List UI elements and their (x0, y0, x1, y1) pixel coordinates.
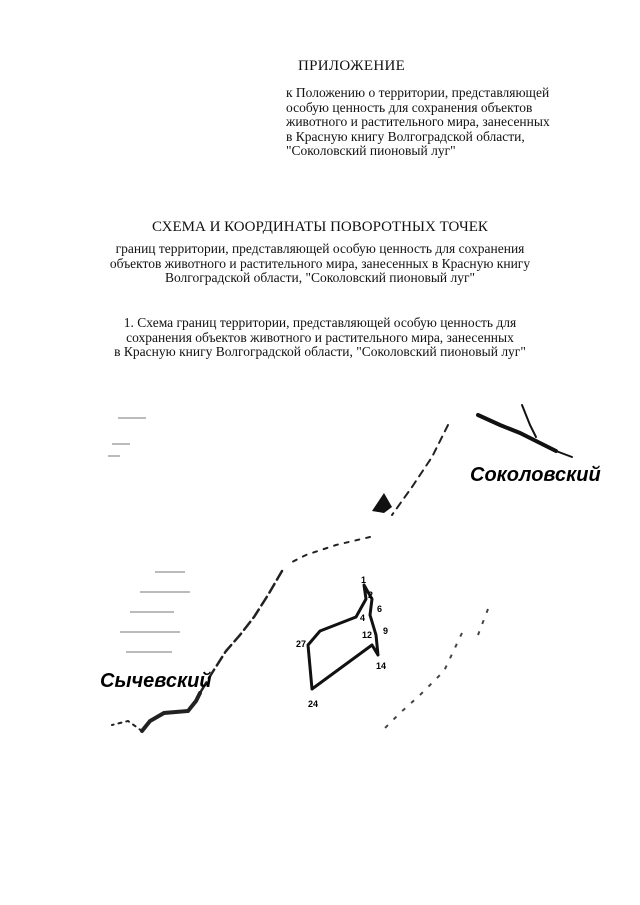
point-label: 1 (361, 575, 367, 585)
road-sokolovsky (478, 405, 572, 457)
scan-noise (108, 417, 190, 653)
appendix-text (286, 86, 586, 159)
scheme-subtitle-line: Волгоградской области, "Соколовский пионовый луг" (164, 270, 476, 285)
point-label: 24 (308, 699, 319, 709)
point-label: 12 (362, 630, 373, 640)
appendix-line: особую ценность для сохранения объектов (286, 99, 533, 115)
section-title-line: 1. Схема границ территории, представляющей особую ценность для (123, 315, 517, 330)
place-label-sokolovsky: Соколовский (470, 464, 601, 486)
appendix-line: в Красную книгу Волгоградской области, (286, 128, 525, 144)
section-title (0, 316, 640, 360)
point-label: 9 (383, 626, 389, 636)
section-title-line: в Красную книгу Волгоградской области, "Соколовский пионовый луг" (114, 344, 526, 359)
appendix-line: животного и растительного мира, занесенных (286, 114, 550, 129)
point-label: 6 (377, 604, 383, 614)
right-dashes (382, 609, 488, 731)
scheme-heading: СХЕМА И КООРДИНАТЫ ПОВОРОТНЫХ ТОЧЕК (152, 219, 488, 235)
point-label: 27 (296, 639, 307, 649)
scheme-subtitle (0, 242, 640, 286)
section-title-line: сохранения объектов животного и растительного мира, занесенных (126, 329, 514, 345)
boundary-scheme-map (0, 395, 640, 795)
arrow-marker (372, 493, 392, 513)
point-label: 14 (376, 661, 387, 671)
appendix-title: ПРИЛОЖЕНИЕ (298, 58, 406, 74)
scheme-subtitle-line: объектов животного и растительного мира, занесенных в Красную книгу (109, 255, 531, 271)
scheme-subtitle-line: границ территории, представляющей особую ценность для сохранения (115, 241, 525, 256)
point-label: 4 (360, 613, 366, 623)
point-label: 2 (368, 590, 374, 600)
appendix-line: "Соколовский пионовый луг" (286, 143, 456, 158)
place-label-sychevsky: Сычевский (100, 670, 212, 692)
appendix-line: к Положению о территории, представляющей (286, 85, 550, 100)
